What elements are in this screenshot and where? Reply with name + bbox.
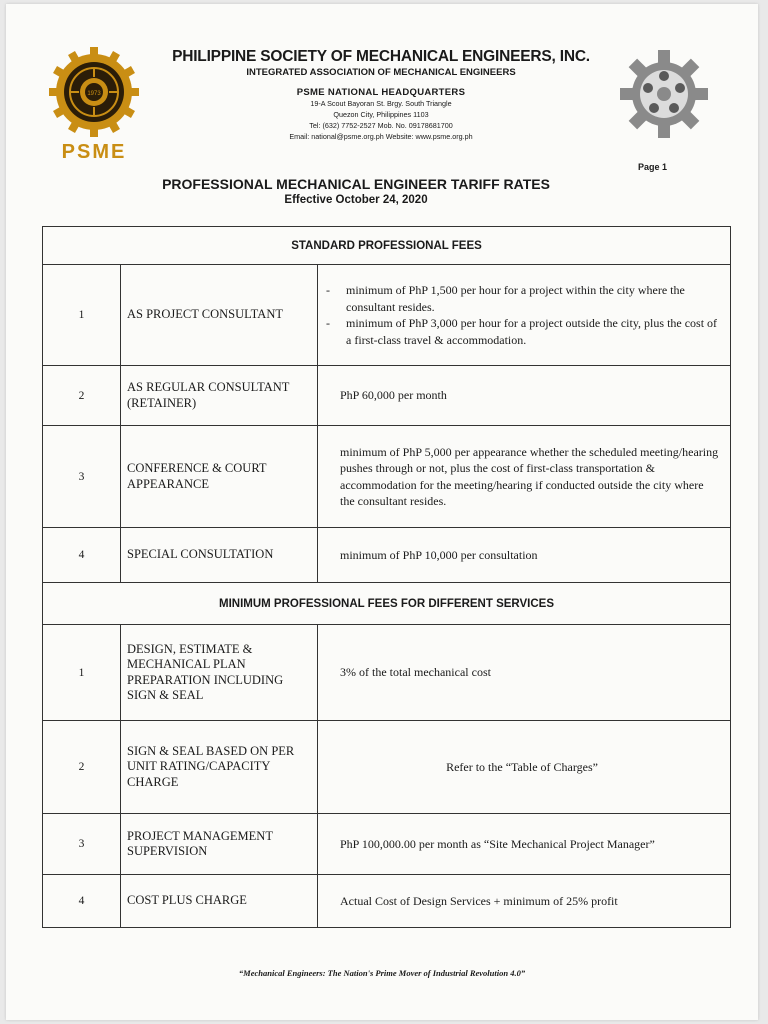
row-number: 1 [43,625,121,721]
document-title [86,176,626,206]
table-row [43,366,731,426]
table-row [43,426,731,528]
row-number: 4 [43,528,121,583]
fee-text: minimum of PhP 5,000 per appearance whether the scheduled meeting/hearing pushes through or not, plus the cost of first-class transportation & accommodation for the meeting/hearing if conducted outside the city where the consultant resides. [340,444,719,508]
table-row [43,721,731,814]
fee-description [318,426,731,528]
service-name: DESIGN, ESTIMATE & MECHANICAL PLAN PREPARATION INCLUDING SIGN & SEAL [121,625,318,721]
org-name: PHILIPPINE SOCIETY OF MECHANICAL ENGINEERS, INC. [172,48,590,65]
hq-label: PSME NATIONAL HEADQUARTERS [296,87,466,98]
row-number: 4 [43,875,121,928]
service-name: COST PLUS CHARGE [121,875,318,928]
service-name: PROJECT MANAGEMENT SUPERVISION [121,814,318,875]
address-line-2: Quezon City, Philippines 1103 [333,110,429,119]
document-page [6,4,758,1020]
title-effective-date: Effective October 24, 2020 [284,194,428,206]
table-row [43,265,731,366]
row-number: 1 [43,265,121,366]
fee-text: Actual Cost of Design Services + minimum of 25% profit [340,893,618,908]
seal-year: 1973 [87,91,101,97]
footer-tagline: “Mechanical Engineers: The Nation's Prime Mover of Industrial Revolution 4.0” [238,968,526,978]
service-name: SPECIAL CONSULTATION [121,528,318,583]
row-number: 3 [43,426,121,528]
gear-emblem-icon [618,48,710,140]
row-number: 2 [43,721,121,814]
section-heading: MINIMUM PROFESSIONAL FEES FOR DIFFERENT SERVICES [43,583,731,625]
page-number: Page 1 [638,162,668,172]
fee-description [318,528,731,583]
service-name: SIGN & SEAL BASED ON PER UNIT RATING/CAPACITY CHARGE [121,721,318,814]
service-name: AS PROJECT CONSULTANT [121,265,318,366]
letterhead [146,48,616,142]
section-header-row [43,227,731,265]
service-name: CONFERENCE & COURT APPEARANCE [121,426,318,528]
assoc-name: INTEGRATED ASSOCIATION OF MECHANICAL ENGINEERS [246,67,516,78]
row-number: 2 [43,366,121,426]
contact-line: Tel: (632) 7752-2527 Mob. No. 09178681700 [309,121,453,130]
service-name: AS REGULAR CONSULTANT (RETAINER) [121,366,318,426]
fee-item: - minimum of PhP 3,000 per hour for a project outside the city, plus the cost of a first-class travel & accommodation. [324,315,720,348]
psme-logo [46,46,142,164]
fee-item: - minimum of PhP 1,500 per hour for a project within the city where the consultant resides. [324,282,720,315]
fee-description [318,265,731,366]
fee-description [318,366,731,426]
email-line: Email: national@psme.org.ph Website: www.psme.org.ph [289,132,473,141]
table-row [43,814,731,875]
fee-text: 3% of the total mechanical cost [340,665,491,680]
row-number: 3 [43,814,121,875]
address-line-1: 19-A Scout Bayoran St. Brgy. South Triangle [310,99,452,108]
fee-text: minimum of PhP 10,000 per consultation [340,547,538,562]
fee-text: PhP 60,000 per month [340,388,447,403]
table-row [43,625,731,721]
fee-list [324,282,720,348]
section-heading: STANDARD PROFESSIONAL FEES [43,227,731,265]
table-row [43,528,731,583]
fee-description [318,814,731,875]
tariff-table [42,226,731,928]
fee-text: PhP 100,000.00 per month as “Site Mechanical Project Manager” [340,836,655,851]
section-header-row [43,583,731,625]
fee-text: Refer to the “Table of Charges” [446,759,598,774]
logo-wordmark: PSME [61,141,127,163]
fee-description [318,721,731,814]
table-row [43,875,731,928]
fee-description [318,875,731,928]
fee-description [318,625,731,721]
title-main: PROFESSIONAL MECHANICAL ENGINEER TARIFF RATES [162,176,550,192]
